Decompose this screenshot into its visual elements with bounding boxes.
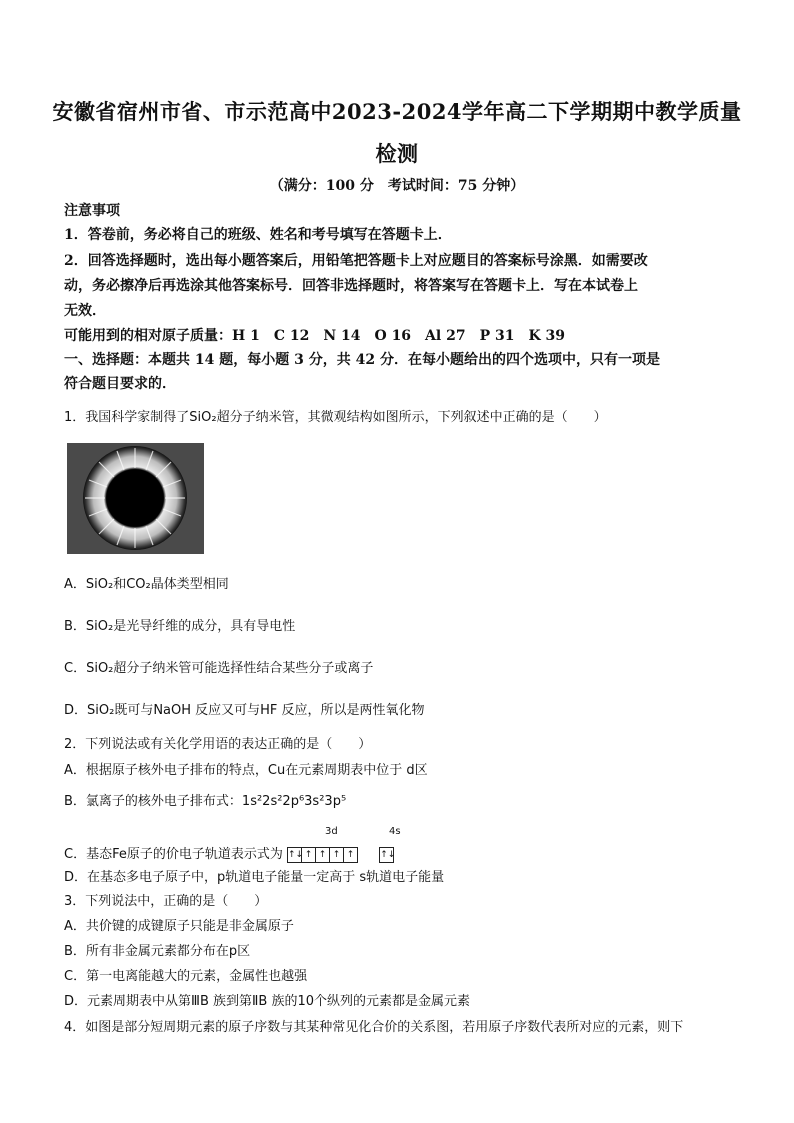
orbital-box-4s: ↑↓ (379, 847, 394, 863)
question-2-option-b: B．氯离子的核外电子排布式：1s²2s²2p⁶3s²3p⁵ (64, 794, 347, 809)
section-1-heading-a: 一、选择题：本题共 14 题，每小题 3 分，共 42 分．在每小题给出的四个选项中，只有一项是 (64, 352, 660, 368)
question-2-option-c-text: C．基态Fe原子的价电子轨道表示式为 (64, 847, 283, 862)
orbital-box: ↑ (301, 847, 316, 863)
question-3-option-c: C．第一电离能越大的元素，金属性也越强 (64, 969, 308, 984)
orbital-label-3d: 3d (324, 826, 338, 837)
question-1-option-d: D．SiO₂既可与NaOH 反应又可与HF 反应，所以是两性氧化物 (64, 703, 425, 718)
orbital-box: ↑ (315, 847, 330, 863)
fe-orbital-diagram (287, 826, 401, 863)
notice-item-2c: 无效． (64, 303, 106, 319)
question-1-option-a: A．SiO₂和CO₂晶体类型相同 (64, 577, 229, 592)
question-2-option-a: A．根据原子核外电子排布的特点，Cu在元素周期表中位于 d区 (64, 763, 428, 778)
question-3-option-a: A．共价键的成键原子只能是非金属原子 (64, 919, 294, 934)
notice-item-1: 1．答卷前，务必将自己的班级、姓名和考号填写在答题卡上． (64, 227, 452, 243)
question-1-option-b: B．SiO₂是光导纤维的成分，具有导电性 (64, 619, 296, 634)
exam-subtitle: （满分：100 分 考试时间：75 分钟） (269, 178, 525, 194)
orbital-box: ↑↓ (287, 847, 302, 863)
exam-title-line2: 检测 (375, 141, 419, 166)
orbital-label-4s: 4s (388, 826, 401, 837)
sio2-nanotube-image (67, 443, 204, 554)
question-1-option-c: C．SiO₂超分子纳米管可能选择性结合某些分子或离子 (64, 661, 374, 676)
notice-heading: 注意事项 (64, 203, 120, 219)
question-2-option-d: D．在基态多电子原子中，p轨道电子能量一定高于 s轨道电子能量 (64, 870, 445, 885)
question-3-stem: 3．下列说法中，正确的是（ ） (64, 894, 268, 909)
question-3-option-b: B．所有非金属元素都分布在p区 (64, 944, 251, 959)
question-2-option-c (64, 826, 734, 863)
question-3-option-d: D．元素周期表中从第ⅢB 族到第ⅡB 族的10个纵列的元素都是金属元素 (64, 994, 471, 1009)
orbital-box: ↑ (343, 847, 358, 863)
exam-title-line1: 安徽省宿州市省、市示范高中2023-2024学年高二下学期期中教学质量 (52, 99, 742, 124)
question-2-stem: 2．下列说法或有关化学用语的表达正确的是（ ） (64, 737, 372, 752)
notice-item-2a: 2．回答选择题时，选出每小题答案后，用铅笔把答题卡上对应题目的答案标号涂黑．如需要改 (64, 253, 648, 269)
question-1-stem: 1．我国科学家制得了SiO₂超分子纳米管，其微观结构如图所示，下列叙述中正确的是（ ） (64, 410, 607, 425)
section-1-heading-b: 符合题目要求的． (64, 376, 176, 392)
atomic-masses: 可能用到的相对原子质量：H 1 C 12 N 14 O 16 Al 27 P 31 K 39 (64, 328, 565, 344)
question-4-stem: 4．如图是部分短周期元素的原子序数与其某种常见化合价的关系图，若用原子序数代表所对应的元素，则下 (64, 1020, 684, 1035)
notice-item-2b: 动，务必擦净后再选涂其他答案标号．回答非选择题时，将答案写在答题卡上．写在本试卷上 (64, 278, 638, 294)
orbital-box: ↑ (329, 847, 344, 863)
